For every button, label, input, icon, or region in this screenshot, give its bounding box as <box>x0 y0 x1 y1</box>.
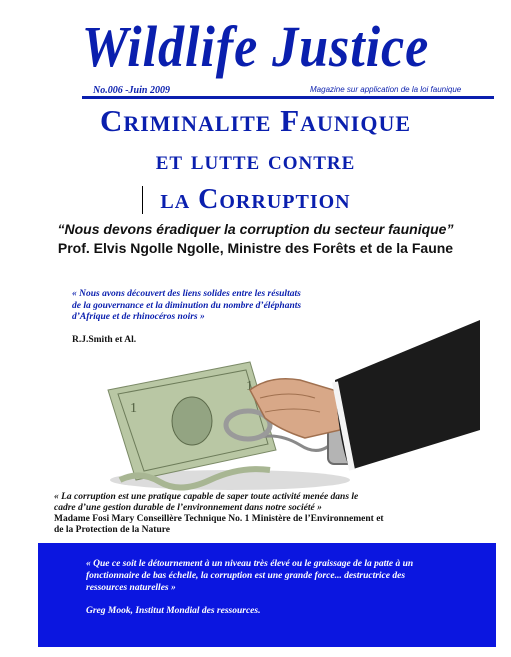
corruption-quote-attribution: Madame Fosi Mary Conseillère Technique No. 1 Ministère de l’Environnement et de la Protection de la Nature <box>54 514 384 535</box>
handcuffed-hand-illustration <box>100 320 480 500</box>
dollar-bill-icon <box>108 362 276 488</box>
lead-quote: “Nous devons éradiquer la corruption du secteur faunique” <box>57 221 454 237</box>
sleeve-icon <box>335 320 480 470</box>
svg-text:1: 1 <box>130 401 137 416</box>
lead-quote-attribution: Prof. Elvis Ngolle Ngolle, Ministre des Forêts et de la Faune <box>57 240 454 256</box>
magazine-tagline: Magazine sur application de la loi faunique <box>310 85 462 94</box>
box-quote: « Que ce soit le détournement à un niveau très élevé ou le graissage de la patte à un fonctionnaire de bas échelle, la corruption est une grande force... destructrice des ressources naturelles » <box>86 559 414 593</box>
headline-line-1: Criminalite Faunique <box>99 103 412 138</box>
box-quote-attribution: Greg Mook, Institut Mondial des ressources. <box>86 606 261 616</box>
research-quote-attribution: R.J.Smith et Al. <box>72 335 137 345</box>
issue-number: No.006 -Juin 2009 <box>93 85 170 96</box>
text-cursor <box>142 186 143 214</box>
masthead-rule <box>82 96 494 99</box>
headline-line-2: et lutte contre <box>155 145 356 175</box>
headline-line-3: la Corruption <box>160 184 351 215</box>
research-quote: « Nous avons découvert des liens solides entre les résultats de la gouvernance et la diminution du nombre d’éléphants d’Afrique et de rhinocéros noirs » <box>72 289 302 322</box>
corruption-quote: « La corruption est une pratique capable de saper toute activité menée dans le cadre d’une gestion durable de l’environnement dans notre société » <box>54 492 359 513</box>
svg-text:1: 1 <box>246 379 253 394</box>
magazine-title: Wildlife Justice <box>81 14 430 79</box>
